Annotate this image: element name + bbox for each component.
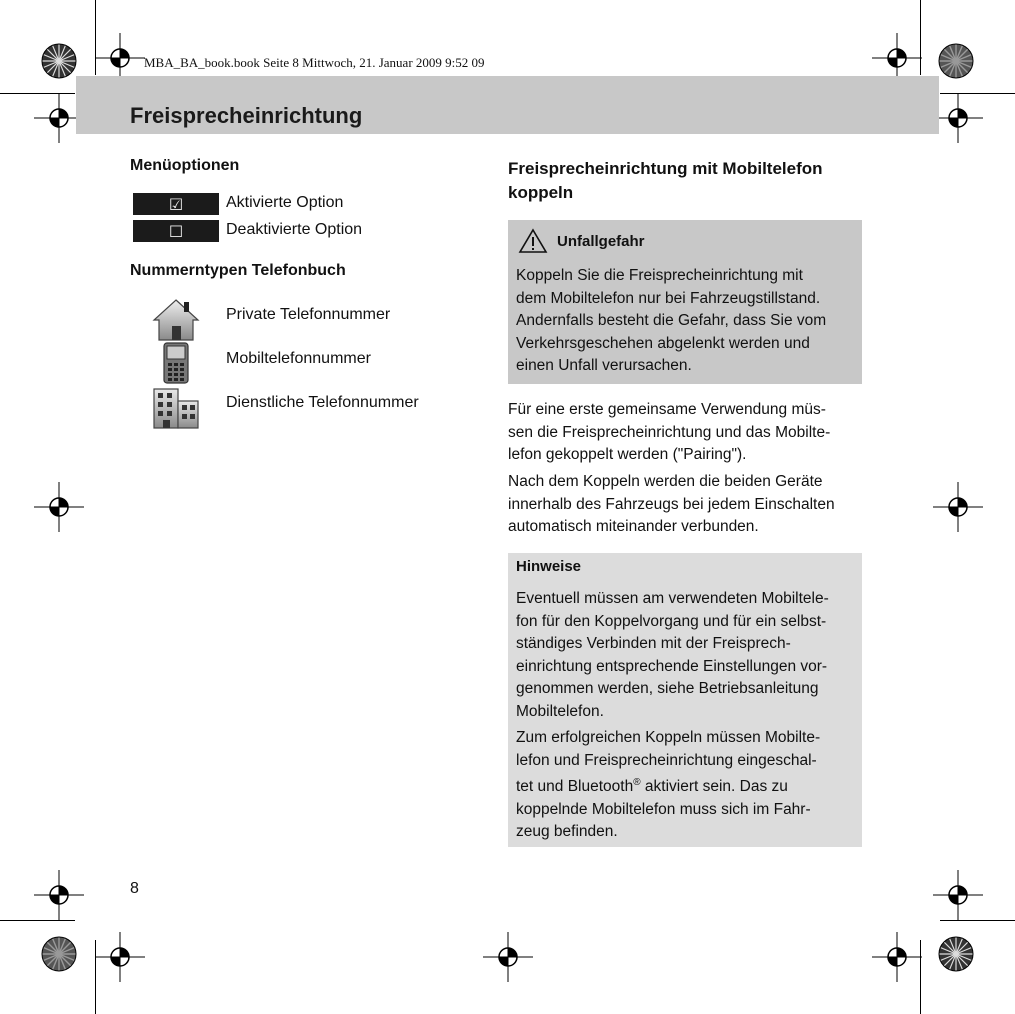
office-building-icon — [152, 386, 200, 430]
business-number-label: Dienstliche Telefonnummer — [226, 394, 419, 411]
notes-paragraph-1: Eventuell müssen am verwendeten Mobiltele- fon für den Koppelvorgang und für ein selbst- ständiges Verbinden mit der Freisprech- einrichtung entsprechende Einstellungen vor- genommen werden, siehe Betriebsanleitung Mobiltelefon. — [516, 590, 829, 720]
deactivated-option-symbol — [133, 220, 219, 242]
body-paragraph-2: Nach dem Koppeln werden die beiden Geräte innerhalb des Fahrzeugs bei jedem Einschalten automatisch miteinander verbunden. — [508, 473, 835, 535]
mobile-phone-icon — [163, 342, 189, 384]
registration-mark-lower-left — [34, 870, 84, 920]
checkbox-checked-icon: ☑ — [168, 194, 184, 214]
number-types-heading: Nummerntypen Telefonbuch — [130, 262, 346, 279]
section-title: Freisprecheinrichtung mit Mobiltelefon koppeln — [508, 159, 823, 202]
notes-paragraph-2: Zum erfolgreichen Koppeln müssen Mobilte- lefon und Freisprecheinrichtung eingeschal- tet und Bluetooth® aktiviert sein. Das zu koppelnde Mobiltelefon muss sich im Fahr- zeug befinden. — [516, 729, 821, 841]
starburst-mark-bottom-left — [41, 936, 77, 972]
notes-title: Hinweise — [516, 558, 582, 575]
body-paragraph-1: Für eine erste gemeinsame Verwendung müs- sen die Freisprecheinrichtung und das Mobilte- lefon gekoppelt werden ("Pairing"). — [508, 401, 831, 463]
mobile-number-label: Mobiltelefonnummer — [226, 350, 371, 367]
registration-mark-middle-right — [933, 482, 983, 532]
chapter-title: Freisprecheinrichtung — [130, 103, 363, 128]
warning-triangle-icon — [518, 228, 548, 254]
print-header-meta: MBA_BA_book.book Seite 8 Mittwoch, 21. Januar 2009 9:52 09 — [144, 55, 485, 70]
deactivated-option-label: Deaktivierte Option — [226, 221, 363, 238]
warning-title: Unfallgefahr — [557, 233, 645, 250]
menu-options-heading: Menüoptionen — [130, 157, 240, 174]
checkbox-empty-icon: ☐ — [168, 221, 184, 241]
activated-option-symbol — [133, 193, 219, 215]
warning-text: Koppeln Sie die Freisprecheinrichtung mit dem Mobiltelefon nur bei Fahrzeugstillstand. Andernfalls besteht die Gefahr, dass Sie vom Verkehrsgeschehen abgelenkt werden und einen Unfall verursachen. — [516, 267, 827, 374]
registration-mark-bottom-right — [872, 932, 922, 982]
registration-mark-middle-left — [34, 482, 84, 532]
registration-mark-bottom-center — [483, 932, 533, 982]
starburst-mark-bottom-right — [938, 936, 974, 972]
registration-mark-bottom-left — [95, 932, 145, 982]
starburst-mark-top-left — [41, 43, 77, 79]
starburst-mark-top-right — [938, 43, 974, 79]
registration-mark-lower-right — [933, 870, 983, 920]
activated-option-label: Aktivierte Option — [226, 194, 344, 211]
registered-mark: ® — [633, 777, 641, 788]
house-icon — [152, 298, 200, 342]
page-number: 8 — [130, 880, 139, 897]
registration-mark-upper-right — [933, 93, 983, 143]
private-number-label: Private Telefonnummer — [226, 306, 391, 323]
